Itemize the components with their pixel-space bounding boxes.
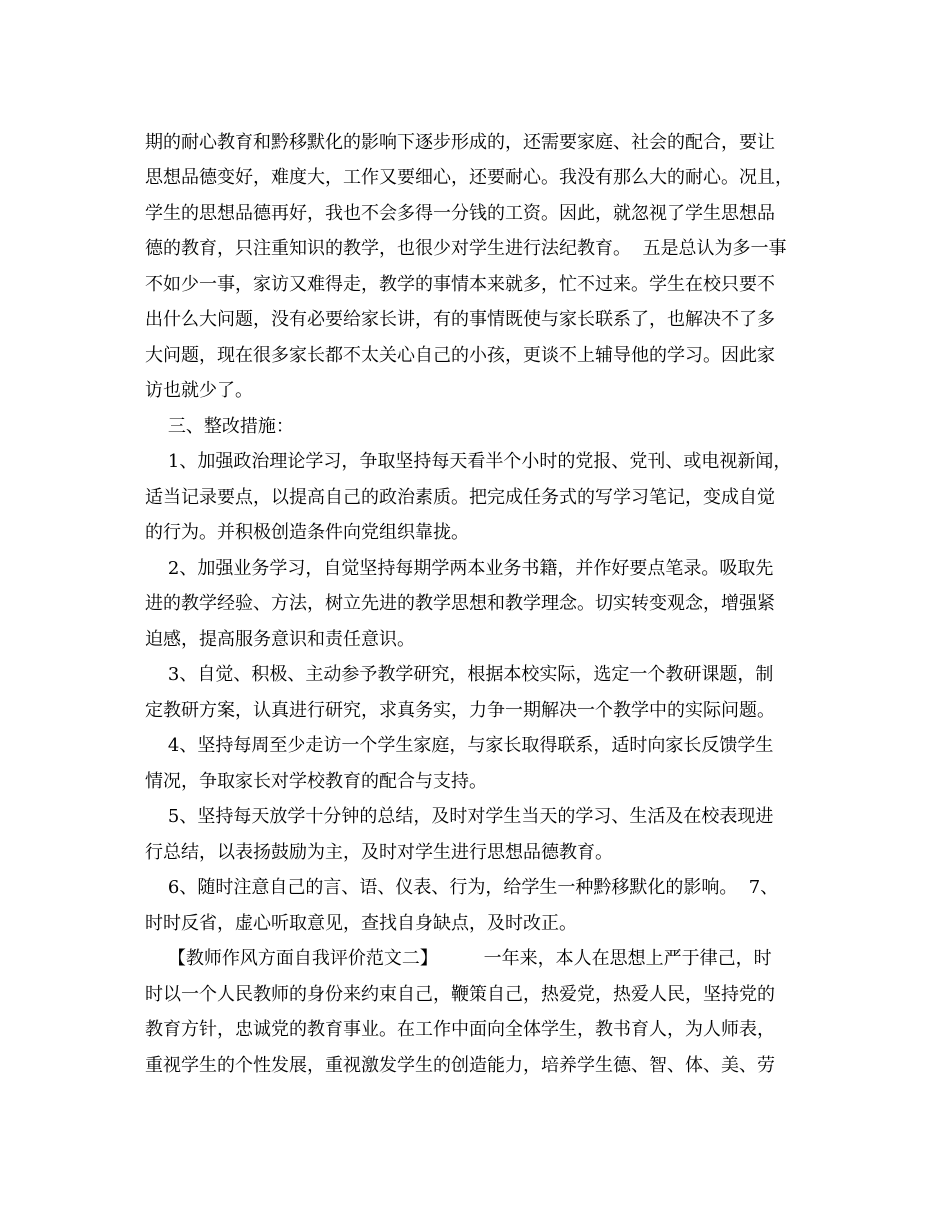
- text-line: 时以一个人民教师的身份来约束自己，鞭策自己，热爱党，热爱人民，坚持党的: [145, 984, 775, 1005]
- text-line: 学生的思想品德再好，我也不会多得一分钱的工资。因此，就忽视了学生思想品: [145, 203, 775, 224]
- text-line: 出什么大问题，没有必要给家长讲，有的事情既使与家长联系了，也解决不了多: [145, 309, 775, 330]
- text-line: 进的教学经验、方法，树立先进的教学思想和教学理念。切实转变观念，增强紧: [145, 593, 775, 614]
- text-line: 重视学生的个性发展，重视激发学生的创造能力，培养学生德、智、体、美、劳: [145, 1055, 775, 1076]
- text-line: 适当记录要点，以提高自己的政治素质。把完成任务式的写学习笔记，变成自觉: [145, 487, 775, 508]
- text-line: 思想品德变好，难度大，工作又要细心，还要耐心。我没有那么大的耐心。况且，: [145, 167, 793, 188]
- text-line: 4、坚持每周至少走访一个学生家庭，与家长取得联系，适时向家长反馈学生: [145, 735, 774, 756]
- text-line: 6、随时注意自己的言、语、仪表、行为，给学生一种黔移默化的影响。 7、: [145, 877, 779, 898]
- text-line: 教育方针，忠诚党的教育事业。在工作中面向全体学生，教书育人，为人师表，: [145, 1019, 775, 1040]
- text-line: 大问题，现在很多家长都不太关心自己的小孩，更谈不上辅导他的学习。因此家: [145, 345, 775, 366]
- text-line: 2、加强业务学习，自觉坚持每期学两本业务书籍，并作好要点笔录。吸取先: [145, 558, 774, 579]
- text-line: 行总结，以表扬鼓励为主，及时对学生进行思想品德教育。: [145, 842, 613, 863]
- text-line: 德的教育，只注重知识的教学，也很少对学生进行法纪教育。 五是总认为多一事: [145, 238, 787, 259]
- text-line: 5、坚持每天放学十分钟的总结，及时对学生当天的学习、生活及在校表现进: [145, 806, 774, 827]
- text-line: 定教研方案，认真进行研究，求真务实，力争一期解决一个教学中的实际问题。: [145, 700, 775, 721]
- text-line: 【教师作风方面自我评价范文二】 一年来，本人在思想上严于律己，时: [145, 948, 772, 969]
- text-line: 访也就少了。: [145, 380, 253, 401]
- text-line: 不如少一事，家访又难得走，教学的事情本来就多，忙不过来。学生在校只要不: [145, 274, 775, 295]
- text-line: 3、自觉、积极、主动参予教学研究，根据本校实际，选定一个教研课题，制: [145, 664, 774, 685]
- section-heading: 三、整改措施：: [145, 416, 294, 437]
- text-line: 的行为。并积极创造条件向党组织靠拢。: [145, 522, 469, 543]
- text-line: 1、加强政治理论学习，争取坚持每天看半个小时的党报、党刊、或电视新闻，: [145, 451, 792, 472]
- text-line: 情况，争取家长对学校教育的配合与支持。: [145, 771, 487, 792]
- text-line: 期的耐心教育和黔移默化的影响下逐步形成的，还需要家庭、社会的配合，要让: [145, 132, 775, 153]
- text-line: 时时反省，虚心听取意见，查找自身缺点，及时改正。: [145, 913, 577, 934]
- text-line: 迫感，提高服务意识和责任意识。: [145, 629, 415, 650]
